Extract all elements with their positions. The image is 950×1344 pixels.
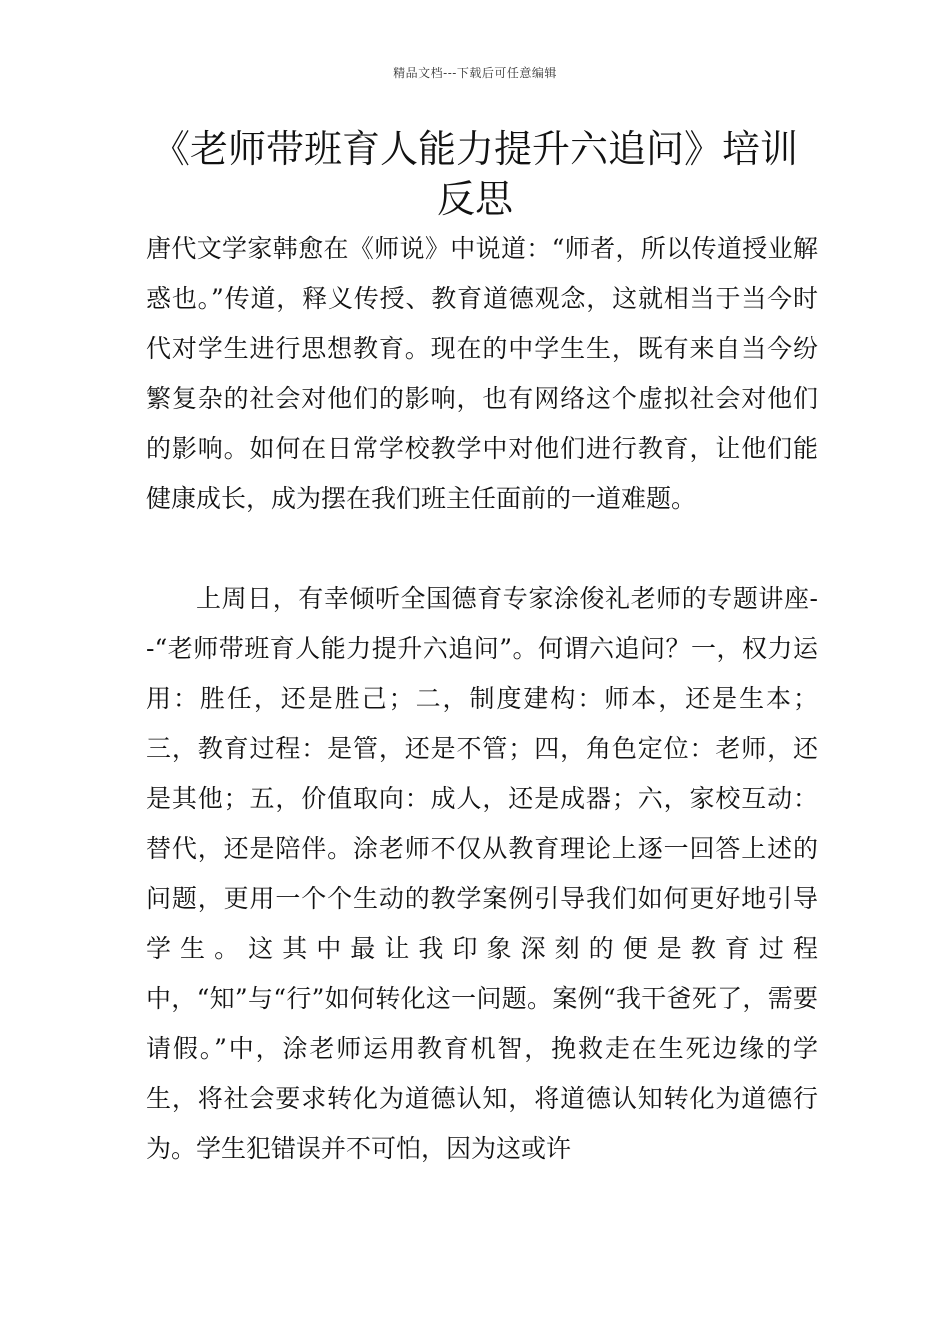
document-title: 《老师带班育人能力提升六追问》培训反思 [151, 127, 798, 221]
document-body [146, 224, 818, 1174]
paragraph-2: 上周日，有幸倾听全国德育专家涂俊礼老师的专题讲座--“老师带班育人能力提升六追问”。何谓六追问？一，权力运用：胜任，还是胜己；二，制度建构：师本，还是生本；三，教育过程：是管，还是不管；四，角色定位：老师，还是其他；五，价值取向：成人，还是成器；六，家校互动：替代，还是陪伴。涂老师不仅从教育理论上逐一回答上述的问题，更用一个个生动的教学案例引导我们如何更好地引导学生。这其中最让我印象深刻的便是教育过程中，“知”与“行”如何转化这一问题。案例“我干爸死了，需要请假。”中，涂老师运用教育机智，挽救走在生死边缘的学生，将社会要求转化为道德认知，将道德认知转化为道德行为。学生犯错误并不可怕，因为这或许 [146, 584, 818, 1163]
paragraph-gap [146, 524, 818, 574]
page-header: 精品文档---下载后可任意编辑 [393, 66, 557, 80]
paragraph-1: 唐代文学家韩愈在《师说》中说道：“师者，所以传道授业解惑也。”传道，释义传授、教育道德观念，这就相当于当今时代对学生进行思想教育。现在的中学生生，既有来自当今纷繁复杂的社会对他们的影响，也有网络这个虚拟社会对他们的影响。如何在日常学校教学中对他们进行教育，让他们能健康成长，成为摆在我们班主任面前的一道难题。 [146, 234, 818, 513]
